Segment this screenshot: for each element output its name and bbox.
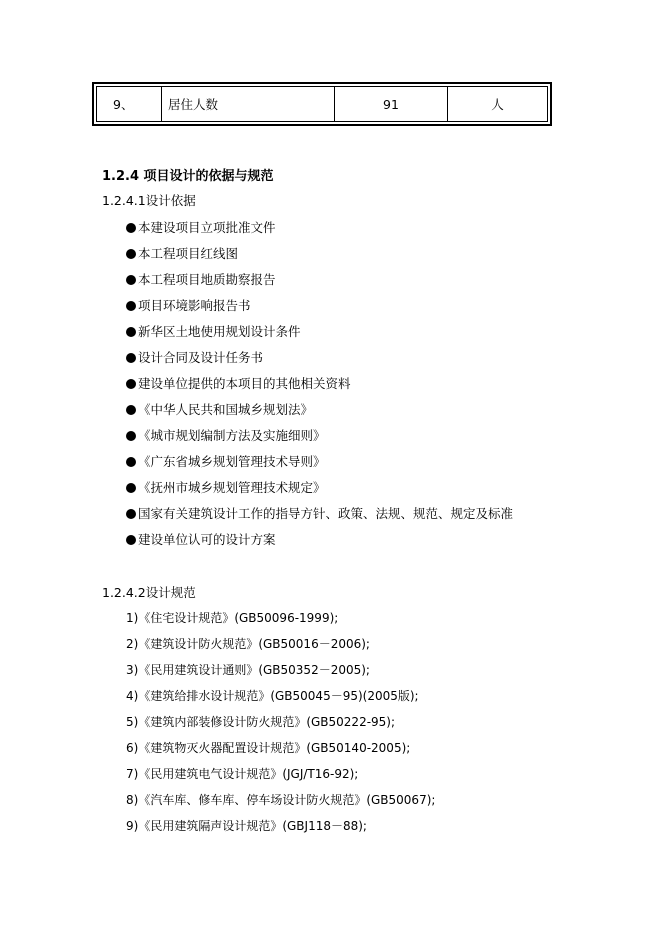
data-table: [92, 82, 552, 126]
list-item: 6)《建筑物灭火器配置设计规范》(GB50140-2005);: [126, 741, 411, 755]
bullet-icon: [126, 509, 136, 519]
list-item: 设计合同及设计任务书: [126, 348, 263, 366]
bullet-icon: [126, 327, 136, 337]
list-item: 2)《建筑设计防火规范》(GB50016－2006);: [126, 637, 370, 651]
list-item: 《城市规划编制方法及实施细则》: [126, 426, 326, 444]
list-item: 项目环境影响报告书: [126, 296, 251, 314]
basis-heading: 1.2.4.1设计依据: [102, 193, 196, 208]
row-item: 居住人数: [162, 87, 335, 122]
list-item: 7)《民用建筑电气设计规范》(JGJ/T16-92);: [126, 767, 359, 781]
row-value: 91: [335, 87, 448, 122]
section-heading: 1.2.4 项目设计的依据与规范: [102, 169, 274, 184]
list-item: 《中华人民共和国城乡规划法》: [126, 400, 313, 418]
list-item: 《广东省城乡规划管理技术导则》: [126, 452, 326, 470]
list-item: 4)《建筑给排水设计规范》(GB50045－95)(2005版);: [126, 689, 419, 703]
bullet-icon: [126, 223, 136, 233]
list-item: 建设单位认可的设计方案: [126, 530, 276, 548]
bullet-icon: [126, 535, 136, 545]
bullet-icon: [126, 457, 136, 467]
list-item: 本工程项目红线图: [126, 244, 238, 262]
list-item: 新华区土地使用规划设计条件: [126, 322, 301, 340]
bullet-icon: [126, 431, 136, 441]
list-item: 9)《民用建筑隔声设计规范》(GBJ118－88);: [126, 819, 367, 833]
list-item: 国家有关建筑设计工作的指导方针、政策、法规、规范、规定及标准: [126, 504, 513, 522]
table-row: [97, 87, 548, 122]
bullet-icon: [126, 275, 136, 285]
list-item: 《抚州市城乡规划管理技术规定》: [126, 478, 326, 496]
standards-heading: 1.2.4.2设计规范: [102, 585, 196, 600]
list-item: 建设单位提供的本项目的其他相关资料: [126, 374, 351, 392]
list-item: 5)《建筑内部装修设计防火规范》(GB50222-95);: [126, 715, 396, 729]
list-item: 3)《民用建筑设计通则》(GB50352－2005);: [126, 663, 370, 677]
bullet-icon: [126, 405, 136, 415]
row-index: 9、: [97, 87, 162, 122]
bullet-icon: [126, 483, 136, 493]
list-item: 1)《住宅设计规范》(GB50096-1999);: [126, 611, 339, 625]
bullet-icon: [126, 301, 136, 311]
list-item: 8)《汽车库、修车库、停车场设计防火规范》(GB50067);: [126, 793, 436, 807]
bullet-icon: [126, 353, 136, 363]
list-item: 本工程项目地质勘察报告: [126, 270, 276, 288]
bullet-icon: [126, 249, 136, 259]
row-unit: 人: [448, 87, 548, 122]
bullet-icon: [126, 379, 136, 389]
list-item: 本建设项目立项批准文件: [126, 218, 276, 236]
